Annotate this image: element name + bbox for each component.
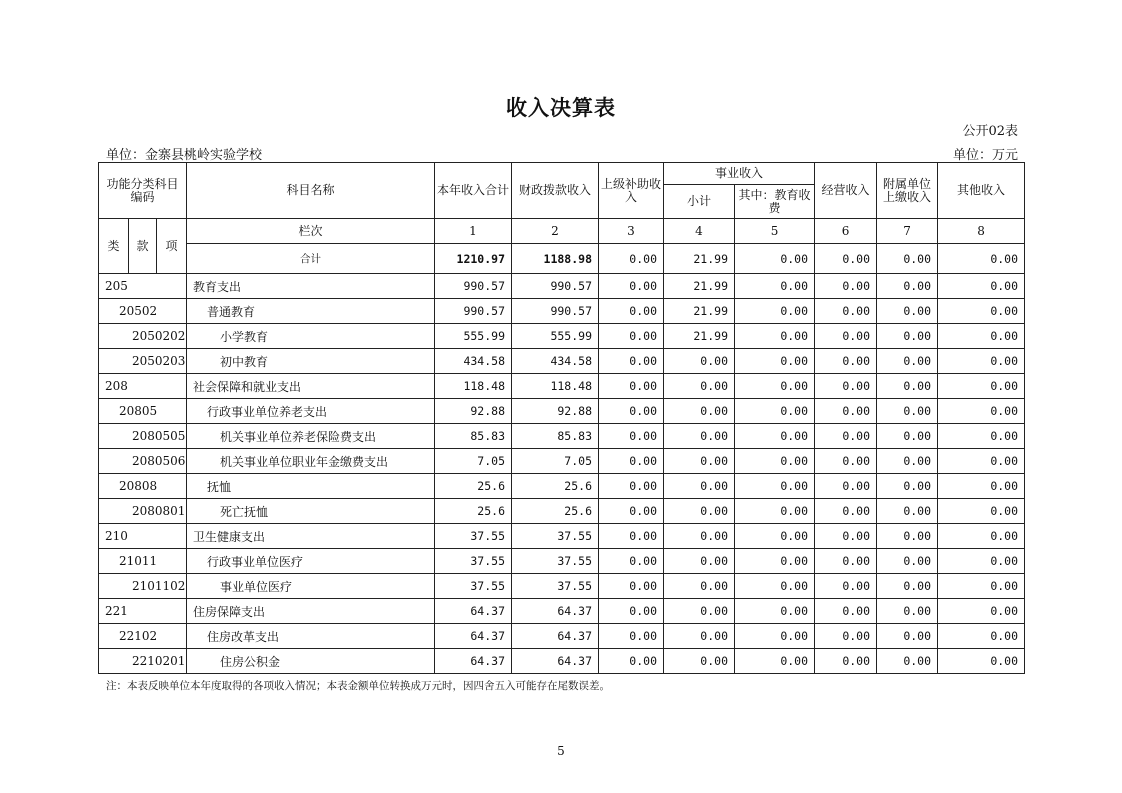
income-table [98,162,1025,674]
row-value: 555.99 [512,324,599,349]
total-value: 1210.97 [435,244,512,274]
row-value: 0.00 [877,624,938,649]
col-number: 3 [599,219,664,244]
row-value: 0.00 [735,424,815,449]
total-value: 21.99 [664,244,735,274]
row-value: 0.00 [599,449,664,474]
row-code: 221 [99,599,187,624]
row-value: 0.00 [877,574,938,599]
table-row [99,499,1025,524]
row-value: 0.00 [735,549,815,574]
row-value: 118.48 [435,374,512,399]
row-subject-name: 抚恤 [187,474,435,499]
page-number: 5 [557,744,565,758]
row-value: 0.00 [599,299,664,324]
row-value: 37.55 [512,549,599,574]
header-fiscal: 财政拨款收入 [512,163,599,219]
row-value: 0.00 [938,649,1025,674]
currency-unit: 单位：万元 [952,148,1018,163]
total-label: 合计 [187,244,435,274]
row-subject-name: 行政事业单位医疗 [187,549,435,574]
row-value: 0.00 [938,474,1025,499]
row-value: 0.00 [599,399,664,424]
row-value: 0.00 [877,524,938,549]
column-index-row [99,219,1025,244]
header-subject: 科目名称 [187,163,435,219]
row-value: 0.00 [735,624,815,649]
row-value: 990.57 [512,274,599,299]
row-value: 0.00 [877,374,938,399]
row-value: 7.05 [435,449,512,474]
row-subject-name: 机关事业单位职业年金缴费支出 [187,449,435,474]
row-subject-name: 社会保障和就业支出 [187,374,435,399]
footnote: 注：本表反映单位本年度取得的各项收入情况；本表金额单位转换成万元时，因四舍五入可能存在尾数误差。 [106,680,610,692]
table-row [99,474,1025,499]
row-value: 0.00 [815,399,877,424]
row-value: 64.37 [435,649,512,674]
row-subject-name: 机关事业单位养老保险费支出 [187,424,435,449]
row-value: 0.00 [877,549,938,574]
row-value: 64.37 [512,624,599,649]
table-row [99,324,1025,349]
row-value: 0.00 [877,424,938,449]
row-subject-name: 教育支出 [187,274,435,299]
header-operating: 经营收入 [815,163,877,219]
report-title: 收入决算表 [506,95,616,120]
row-value: 555.99 [435,324,512,349]
total-value: 0.00 [877,244,938,274]
row-value: 0.00 [735,299,815,324]
row-value: 0.00 [735,324,815,349]
row-value: 0.00 [735,349,815,374]
row-value: 0.00 [815,549,877,574]
row-subject-name: 小学教育 [187,324,435,349]
table-row [99,549,1025,574]
header-lei: 类 [99,219,129,274]
row-value: 0.00 [664,449,735,474]
table-row [99,624,1025,649]
table-row [99,649,1025,674]
row-value: 0.00 [664,349,735,374]
row-code: 2050202 [99,324,187,349]
row-value: 0.00 [599,524,664,549]
row-value: 0.00 [735,274,815,299]
col-number: 8 [938,219,1025,244]
row-value: 0.00 [599,549,664,574]
row-value: 21.99 [664,299,735,324]
row-value: 0.00 [735,649,815,674]
row-value: 0.00 [599,474,664,499]
row-value: 0.00 [664,499,735,524]
row-value: 0.00 [815,424,877,449]
row-value: 0.00 [599,599,664,624]
row-value: 990.57 [435,299,512,324]
table-row [99,299,1025,324]
row-subject-name: 初中教育 [187,349,435,374]
row-subject-name: 住房保障支出 [187,599,435,624]
row-value: 0.00 [877,324,938,349]
row-value: 0.00 [877,474,938,499]
row-value: 0.00 [815,474,877,499]
row-value: 64.37 [435,599,512,624]
table-row [99,349,1025,374]
row-value: 990.57 [435,274,512,299]
form-number: 公开02表 [962,124,1018,139]
row-value: 0.00 [735,374,815,399]
row-code: 2210201 [99,649,187,674]
row-value: 118.48 [512,374,599,399]
row-value: 0.00 [938,549,1025,574]
row-value: 0.00 [815,649,877,674]
table-row [99,449,1025,474]
row-value: 64.37 [512,649,599,674]
row-value: 37.55 [435,524,512,549]
row-value: 0.00 [599,649,664,674]
row-code: 20502 [99,299,187,324]
row-value: 37.55 [512,524,599,549]
row-value: 37.55 [435,549,512,574]
row-code: 208 [99,374,187,399]
total-value: 1188.98 [512,244,599,274]
row-value: 0.00 [735,399,815,424]
row-value: 25.6 [435,499,512,524]
row-value: 0.00 [938,349,1025,374]
organization-unit: 单位：金寨县桃岭实验学校 [106,148,263,163]
row-code: 2080801 [99,499,187,524]
row-value: 0.00 [735,524,815,549]
header-superior: 上级补助收入 [599,163,664,219]
col-number: 7 [877,219,938,244]
row-value: 21.99 [664,274,735,299]
row-code: 2101102 [99,574,187,599]
row-value: 0.00 [815,374,877,399]
row-value: 0.00 [664,424,735,449]
header-lanci: 栏次 [187,219,435,244]
row-value: 0.00 [599,574,664,599]
row-value: 0.00 [877,649,938,674]
header-kuan: 款 [129,219,157,274]
row-value: 0.00 [815,599,877,624]
table-row [99,574,1025,599]
row-code: 20808 [99,474,187,499]
header-affiliated: 附属单位上缴收入 [877,163,938,219]
row-value: 0.00 [735,574,815,599]
table-row [99,599,1025,624]
row-code: 2080506 [99,449,187,474]
header-other: 其他收入 [938,163,1025,219]
row-value: 0.00 [938,449,1025,474]
col-number: 6 [815,219,877,244]
row-value: 0.00 [599,499,664,524]
row-value: 0.00 [815,324,877,349]
row-value: 0.00 [815,299,877,324]
row-subject-name: 死亡抚恤 [187,499,435,524]
row-value: 85.83 [512,424,599,449]
total-value: 0.00 [599,244,664,274]
row-value: 92.88 [512,399,599,424]
header-row-1 [99,163,1025,185]
row-value: 0.00 [664,624,735,649]
header-career-edu: 其中：教育收费 [735,185,815,219]
table-row [99,399,1025,424]
row-value: 7.05 [512,449,599,474]
row-code: 2050203 [99,349,187,374]
row-value: 0.00 [664,574,735,599]
table-row [99,524,1025,549]
row-value: 64.37 [512,599,599,624]
row-value: 0.00 [664,549,735,574]
row-value: 0.00 [599,349,664,374]
row-value: 0.00 [938,324,1025,349]
row-value: 434.58 [512,349,599,374]
row-value: 0.00 [599,324,664,349]
row-value: 85.83 [435,424,512,449]
row-value: 92.88 [435,399,512,424]
row-value: 21.99 [664,324,735,349]
row-code: 20805 [99,399,187,424]
row-code: 21011 [99,549,187,574]
row-value: 0.00 [877,349,938,374]
row-value: 0.00 [938,374,1025,399]
row-value: 0.00 [664,399,735,424]
row-value: 434.58 [435,349,512,374]
row-value: 0.00 [938,599,1025,624]
row-value: 0.00 [815,449,877,474]
total-row [99,244,1025,274]
row-value: 0.00 [599,374,664,399]
row-value: 0.00 [599,274,664,299]
row-value: 0.00 [735,474,815,499]
row-value: 0.00 [815,574,877,599]
row-value: 0.00 [938,499,1025,524]
row-value: 0.00 [938,624,1025,649]
header-xiang: 项 [157,219,187,274]
row-subject-name: 事业单位医疗 [187,574,435,599]
row-value: 0.00 [735,599,815,624]
row-value: 0.00 [815,624,877,649]
row-subject-name: 行政事业单位养老支出 [187,399,435,424]
row-value: 37.55 [435,574,512,599]
row-value: 0.00 [815,349,877,374]
row-value: 0.00 [664,524,735,549]
row-value: 0.00 [664,599,735,624]
row-value: 0.00 [815,499,877,524]
col-number: 2 [512,219,599,244]
row-value: 0.00 [938,424,1025,449]
row-code: 2080505 [99,424,187,449]
header-func-code: 功能分类科目编码 [99,163,187,219]
col-number: 1 [435,219,512,244]
row-value: 0.00 [938,524,1025,549]
row-value: 0.00 [938,399,1025,424]
row-code: 22102 [99,624,187,649]
row-value: 0.00 [599,424,664,449]
header-career-subtotal: 小计 [664,185,735,219]
row-value: 64.37 [435,624,512,649]
table-row [99,374,1025,399]
row-value: 990.57 [512,299,599,324]
row-value: 0.00 [735,499,815,524]
row-value: 0.00 [664,374,735,399]
row-value: 0.00 [599,624,664,649]
header-career: 事业收入 [664,163,815,185]
row-value: 0.00 [877,274,938,299]
col-number: 5 [735,219,815,244]
header-total: 本年收入合计 [435,163,512,219]
row-value: 25.6 [512,499,599,524]
row-code: 205 [99,274,187,299]
table-row [99,274,1025,299]
row-subject-name: 住房公积金 [187,649,435,674]
row-value: 0.00 [938,274,1025,299]
row-code: 210 [99,524,187,549]
row-value: 0.00 [877,399,938,424]
row-value: 0.00 [664,474,735,499]
row-value: 0.00 [938,299,1025,324]
row-value: 0.00 [877,449,938,474]
row-value: 0.00 [664,649,735,674]
row-value: 37.55 [512,574,599,599]
row-value: 0.00 [877,299,938,324]
row-value: 0.00 [877,499,938,524]
row-value: 0.00 [815,524,877,549]
row-value: 25.6 [512,474,599,499]
total-value: 0.00 [938,244,1025,274]
row-value: 0.00 [877,599,938,624]
col-number: 4 [664,219,735,244]
row-subject-name: 住房改革支出 [187,624,435,649]
total-value: 0.00 [815,244,877,274]
row-value: 25.6 [435,474,512,499]
row-value: 0.00 [938,574,1025,599]
table-row [99,424,1025,449]
row-subject-name: 卫生健康支出 [187,524,435,549]
row-value: 0.00 [815,274,877,299]
total-value: 0.00 [735,244,815,274]
row-subject-name: 普通教育 [187,299,435,324]
row-value: 0.00 [735,449,815,474]
